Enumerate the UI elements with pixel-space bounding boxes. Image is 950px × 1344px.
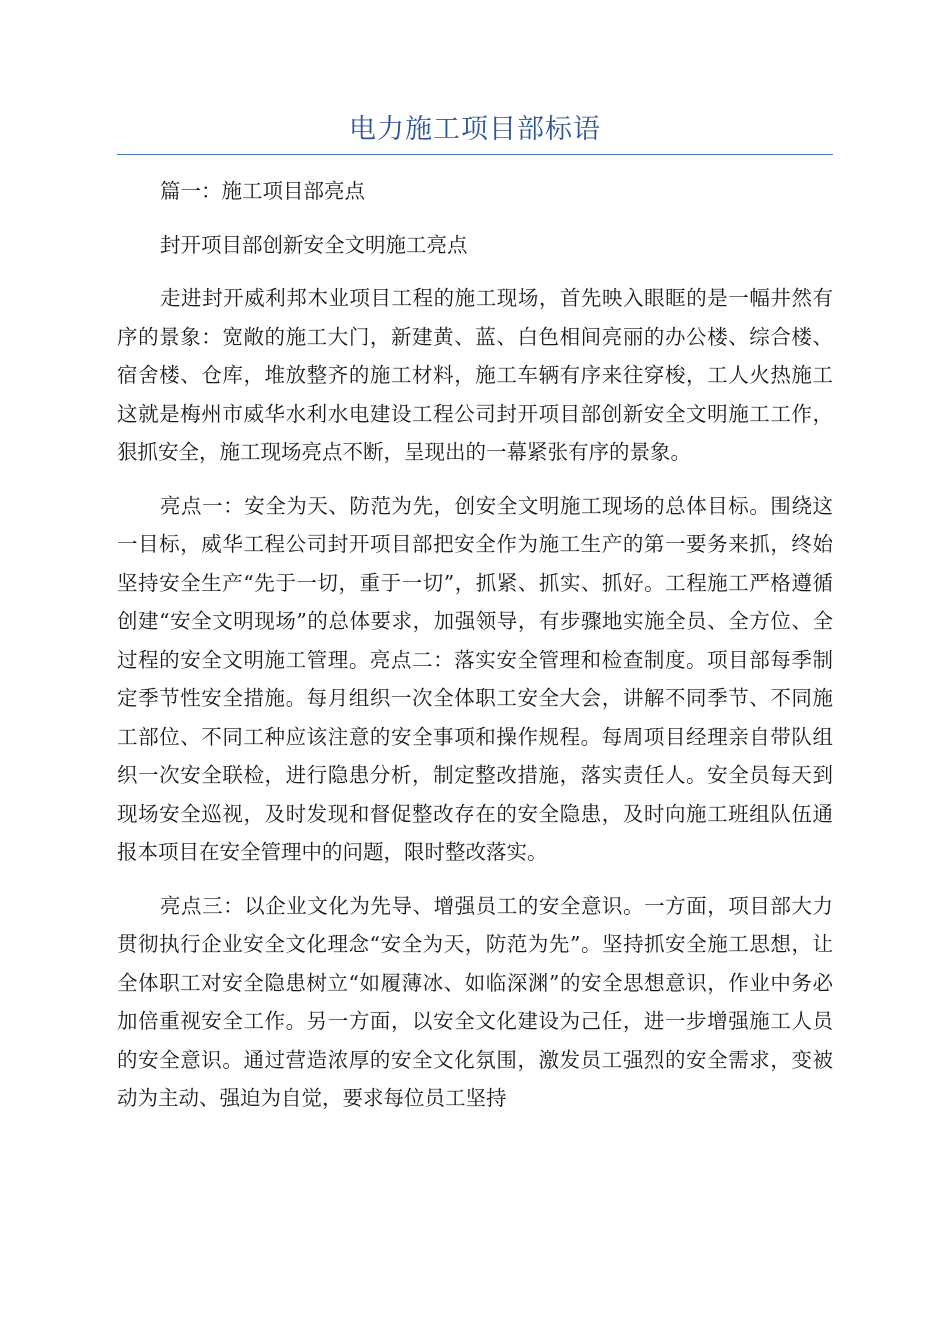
section-heading: 篇一：施工项目部亮点 [160, 179, 365, 203]
subheading: 封开项目部创新安全文明施工亮点 [160, 232, 468, 257]
document-title: 电力施工项目部标语 [349, 114, 601, 145]
paragraph-intro: 走进封开威利邦木业项目工程的施工现场，首先映入眼眶的是一幅井然有序的景象：宽敞的施工大门，新建黄、蓝、白色相间亮丽的办公楼、综合楼、宿舍楼、仓库，堆放整齐的施工材料，施工车辆有序来往穿梭，工人火热施工这就是梅州市威华水利水电建设工程公司封开项目部创新安全文明施工工作，狠抓安全，施工现场亮点不断，呈现出的一幕紧张有序的景象。 [117, 286, 833, 464]
paragraph-highlight-three: 亮点三：以企业文化为先导、增强员工的安全意识。一方面，项目部大力贯彻执行企业安全文化理念“安全为天，防范为先”。坚持抓安全施工思想，让全体职工对安全隐患树立“如履薄冰、如临深渊”的安全思想意识，作业中务必加倍重视安全工作。另一方面，以安全文化建设为己任，进一步增强施工人员的安全意识。通过营造浓厚的安全文化氛围，激发员工强烈的安全需求，变被动为主动、强迫为自觉，要求每位员工坚持 [117, 893, 833, 1110]
paragraph-highlights-one-two: 亮点一：安全为天、防范为先，创安全文明施工现场的总体目标。围绕这一目标，威华工程公司封开项目部把安全作为施工生产的第一要务来抓，终始坚持安全生产“先于一切，重于一切”，抓紧、抓实、抓好。工程施工严格遵循创建“安全文明现场”的总体要求，加强领导，有步骤地实施全员、全方位、全过程的安全文明施工管理。亮点二：落实安全管理和检查制度。项目部每季制定季节性安全措施。每月组织一次全体职工安全大会，讲解不同季节、不同施工部位、不同工种应该注意的安全事项和操作规程。每周项目经理亲自带队组织一次安全联检，进行隐患分析，制定整改措施，落实责任人。安全员每天到现场安全巡视，及时发现和督促整改存在的安全隐患，及时向施工班组队伍通报本项目在安全管理中的问题，限时整改落实。 [117, 493, 833, 864]
document-body [117, 172, 833, 1133]
title-underline [117, 154, 833, 155]
